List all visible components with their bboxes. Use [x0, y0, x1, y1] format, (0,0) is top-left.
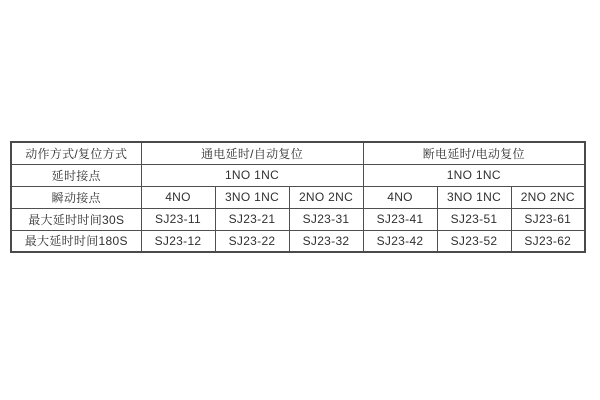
row-label-instant-contact: 瞬动接点: [11, 186, 141, 208]
table-row-delay-contact: [11, 164, 585, 186]
model-number-cell: SJ23-62: [511, 230, 585, 252]
instant-contact-cell: 2NO 2NC: [289, 186, 363, 208]
row-label-delay-contact: 延时接点: [11, 164, 141, 186]
instant-contact-cell: 3NO 1NC: [215, 186, 289, 208]
table-row-max-delay-30s: [11, 208, 585, 230]
model-number-cell: SJ23-32: [289, 230, 363, 252]
model-number-cell: SJ23-12: [141, 230, 215, 252]
table-row-action-mode: [11, 142, 585, 164]
model-number-cell: SJ23-51: [437, 208, 511, 230]
model-number-cell: SJ23-21: [215, 208, 289, 230]
relay-spec-table: [10, 141, 586, 253]
model-number-cell: SJ23-31: [289, 208, 363, 230]
table-row-instant-contact: [11, 186, 585, 208]
group-header-power-on-delay: 通电延时/自动复位: [141, 142, 363, 164]
table-row-max-delay-180s: [11, 230, 585, 252]
group-header-power-off-delay: 断电延时/电动复位: [363, 142, 585, 164]
model-number-cell: SJ23-41: [363, 208, 437, 230]
row-label-max-delay-30s: 最大延时时间30S: [11, 208, 141, 230]
instant-contact-cell: 4NO: [363, 186, 437, 208]
model-number-cell: SJ23-52: [437, 230, 511, 252]
model-number-cell: SJ23-42: [363, 230, 437, 252]
model-number-cell: SJ23-22: [215, 230, 289, 252]
delay-contact-left: 1NO 1NC: [141, 164, 363, 186]
instant-contact-cell: 4NO: [141, 186, 215, 208]
row-label-max-delay-180s: 最大延时时间180S: [11, 230, 141, 252]
model-number-cell: SJ23-11: [141, 208, 215, 230]
row-label-action-mode: 动作方式/复位方式: [11, 142, 141, 164]
instant-contact-cell: 3NO 1NC: [437, 186, 511, 208]
delay-contact-right: 1NO 1NC: [363, 164, 585, 186]
instant-contact-cell: 2NO 2NC: [511, 186, 585, 208]
model-number-cell: SJ23-61: [511, 208, 585, 230]
